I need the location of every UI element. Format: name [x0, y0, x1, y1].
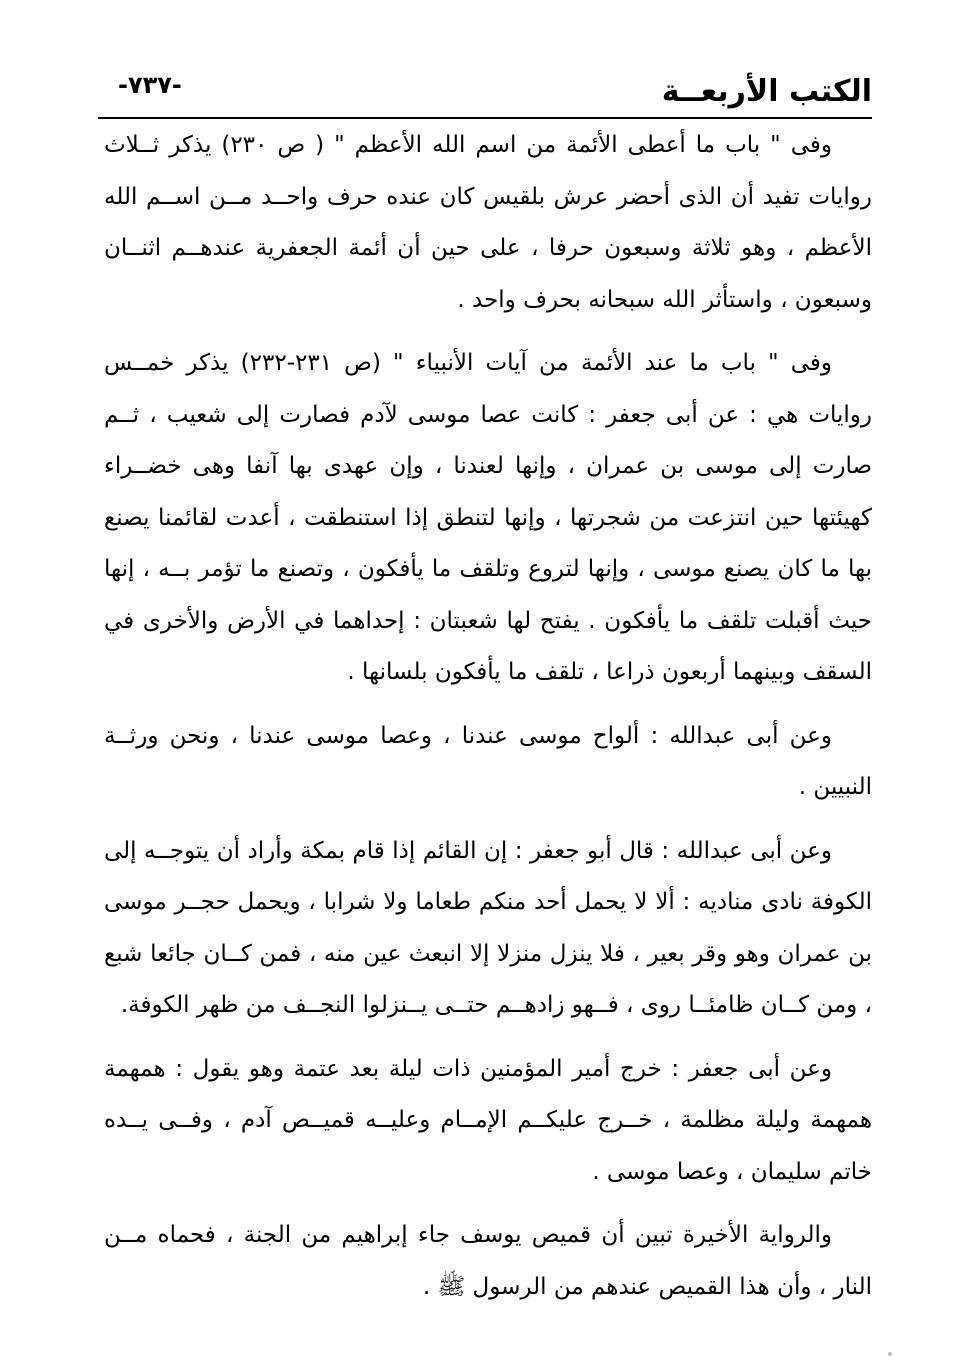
body-text: [104, 120, 872, 1325]
page-number: -٧٣٧-: [118, 71, 182, 99]
paragraph-2: وفى " باب ما عند الأئمة من آيات الأنبياء " (ص ٢٣١-٢٣٢) يذكر خمــس روايات هي : عن أبى جعفر : كانت عصا موسى لآدم فصارت إلى شعيب ، ثــم صارت إلى موسى بن عمران ، وإنها لعندنا ، وإن عهدى بها آنفا وهى خضــراء كهيئتها حين انتزعت من شجرتها ، وإنها لتنطق إذا استنطقت ، أعدت لقائمنا يصنع بها ما كان يصنع موسى ، وإنها لتروع وتلقف ما يأفكون ، وتصنع ما تؤمر بــه ، إنها حيث أقبلت تلقف ما يأفكون . يفتح لها شعبتان : إحداهما في الأرض والأخرى في السقف وبينهما أربعون ذراعا ، تلقف ما يأفكون بلسانها .: [104, 350, 872, 685]
scan-artifact: [888, 1352, 892, 1356]
header-divider: [98, 117, 872, 119]
paragraph-1: وفى " باب ما أعطى الأئمة من اسم الله الأعظم " ( ص ٢٣٠) يذكر ثــلاث روايات تفيد أن الذى أحضر عرش بلقيس كان عنده حرف واحــد مــن اســم الله الأعظم ، وهو ثلاثة وسبعون حرفا ، على حين أن أئمة الجعفرية عندهــم اثنــان وسبعون ، واستأثر الله سبحانه بحرف واحد .: [104, 132, 872, 313]
paragraph-6: والرواية الأخيرة تبين أن قميص يوسف جاء إبراهيم من الجنة ، فحماه مــن النار ، وأن هذا القميص عندهم من الرسول ﷺ .: [104, 1222, 872, 1300]
paragraph-4: وعن أبى عبدالله : قال أبو جعفر : إن القائم إذا قام بمكة وأراد أن يتوجــه إلى الكوفة نادى مناديه : ألا لا يحمل أحد منكم طعاما ولا شرابا ، ويحمل حجــر موسى بن عمران وهو وقر بعير ، فلا ينزل منزلا إلا انبعث عين منه ، فمن كــان جائعا شبع ، ومن كــان ظامئــا روى ، فــهو زادهــم حتــى يــنزلوا النجــف من ظهر الكوفة.: [104, 837, 872, 1018]
paragraph-3: وعن أبى عبدالله : ألواح موسى عندنا ، وعصا موسى عندنا ، ونحن ورثــة النبيين .: [104, 722, 872, 800]
paragraph-5: وعن أبى جعفر : خرج أمير المؤمنين ذات ليلة بعد عتمة وهو يقول : همهمة همهمة وليلة مظلمة ، خــرج عليكــم الإمــام وعليــه قميــص آدم ، وفــى يــده خاتم سليمان ، وعصا موسى .: [104, 1055, 872, 1185]
book-title: الكتب الأربعــة: [661, 74, 872, 109]
page-header: [98, 66, 872, 118]
